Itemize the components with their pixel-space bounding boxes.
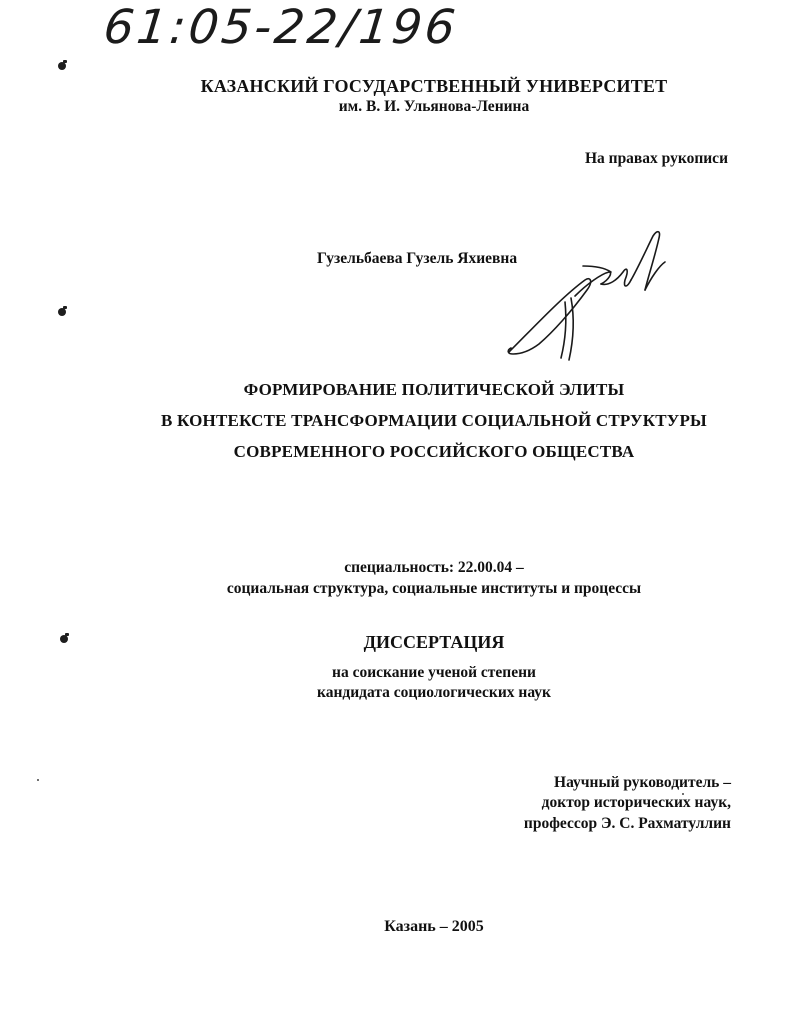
dissertation-title-line: В КОНТЕКСТЕ ТРАНСФОРМАЦИИ СОЦИАЛЬНОЙ СТРУКТУРЫ: [161, 411, 707, 430]
city-and-year: Казань – 2005: [384, 918, 484, 935]
dissertation-title-line: ФОРМИРОВАНИЕ ПОЛИТИЧЕСКОЙ ЭЛИТЫ: [243, 380, 625, 399]
handwritten-signature: [505, 226, 675, 362]
scan-speck: [37, 779, 39, 781]
dissertation-title-line: СОВРЕМЕННОГО РОССИЙСКОГО ОБЩЕСТВА: [233, 442, 635, 461]
university-name: КАЗАНСКИЙ ГОСУДАРСТВЕННЫЙ УНИВЕРСИТЕТ: [200, 76, 668, 96]
punch-hole-mark: [58, 308, 66, 316]
manuscript-rights-note: На правах рукописи: [584, 150, 728, 167]
degree-line: кандидата социологических наук: [317, 684, 551, 701]
university-named-after: им. В. И. Ульянова-Ленина: [338, 98, 530, 115]
advisor-name: профессор Э. С. Рахматуллин: [523, 815, 731, 832]
author-name: Гузельбаева Гузель Яхиевна: [317, 250, 518, 267]
specialty-description: социальная структура, социальные институты и процессы: [226, 580, 642, 597]
advisor-degree: доктор исторических наук,: [541, 794, 731, 811]
handwritten-catalog-number: 61:05-22/196: [101, 0, 461, 55]
degree-line: на соискание ученой степени: [332, 664, 536, 681]
punch-hole-mark: [58, 62, 66, 70]
advisor-role: Научный руководитель –: [554, 774, 731, 791]
specialty-code: специальность: 22.00.04 –: [344, 559, 524, 576]
document-type-heading: ДИССЕРТАЦИЯ: [363, 632, 505, 652]
